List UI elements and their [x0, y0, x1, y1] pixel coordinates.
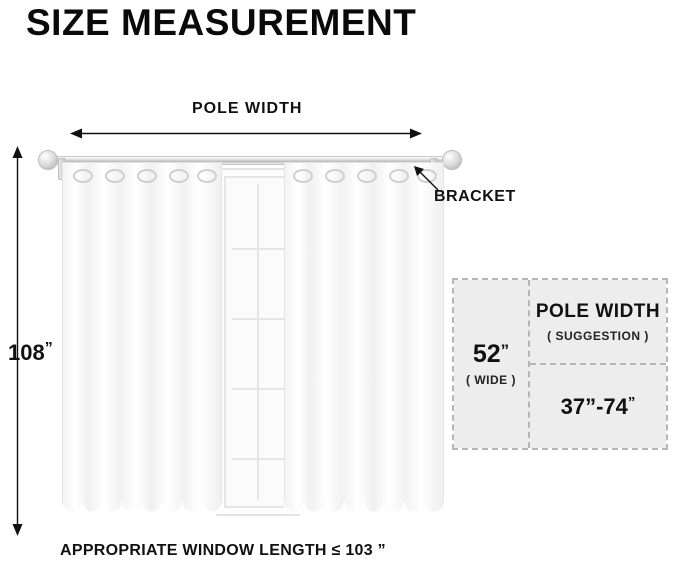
window-mullion-horizontal — [232, 318, 284, 320]
bottom-caption: APPROPRIATE WINDOW LENGTH ≤ 103 ” — [60, 542, 386, 559]
grommet — [197, 169, 217, 183]
spec-width-value-row — [472, 339, 510, 368]
grommet — [105, 169, 125, 183]
panel-hem-right — [284, 502, 444, 514]
window-mullion-vertical — [257, 184, 259, 500]
grommet — [73, 169, 93, 183]
window-mullion-horizontal — [232, 248, 284, 250]
spec-width-value: 52 — [472, 339, 501, 368]
spec-pole-column — [530, 280, 666, 448]
spec-pole-note: ( SUGGESTION ) — [547, 328, 649, 343]
bracket-label: BRACKET — [434, 188, 516, 205]
curtain-scene — [30, 146, 470, 538]
spec-pole-range: 37”-74 — [560, 393, 628, 419]
grommet — [169, 169, 189, 183]
window-inner-frame — [224, 176, 292, 508]
spec-pole-range-unit: ” — [627, 393, 636, 411]
spec-pole-range-cell — [530, 365, 666, 448]
grommet — [137, 169, 157, 183]
curtain-panel-right — [284, 162, 444, 514]
spec-width-note: ( WIDE ) — [466, 372, 516, 387]
spec-width-cell — [454, 280, 530, 448]
spec-width-unit: ” — [500, 340, 510, 360]
curtain-height-unit: ” — [44, 340, 53, 357]
grommet — [389, 169, 409, 183]
grommet — [293, 169, 313, 183]
curtain-height-value: 108 — [8, 340, 45, 365]
panel-hem-left — [62, 502, 222, 514]
spec-table — [452, 278, 668, 450]
rod-finial-left — [38, 150, 58, 170]
pole-width-label: POLE WIDTH — [192, 100, 303, 117]
spec-pole-header: POLE WIDTH — [535, 300, 661, 322]
grommet — [325, 169, 345, 183]
curtain-panel-left — [62, 162, 222, 514]
window-mullion-horizontal — [232, 458, 284, 460]
window-mullion-horizontal — [232, 388, 284, 390]
page-title: SIZE MEASUREMENT — [26, 2, 417, 43]
rod-finial-right — [442, 150, 462, 170]
grommet — [357, 169, 377, 183]
spec-pole-header-cell — [530, 280, 666, 365]
spec-pole-range-row — [561, 394, 636, 420]
pole-width-arrow — [70, 128, 422, 139]
